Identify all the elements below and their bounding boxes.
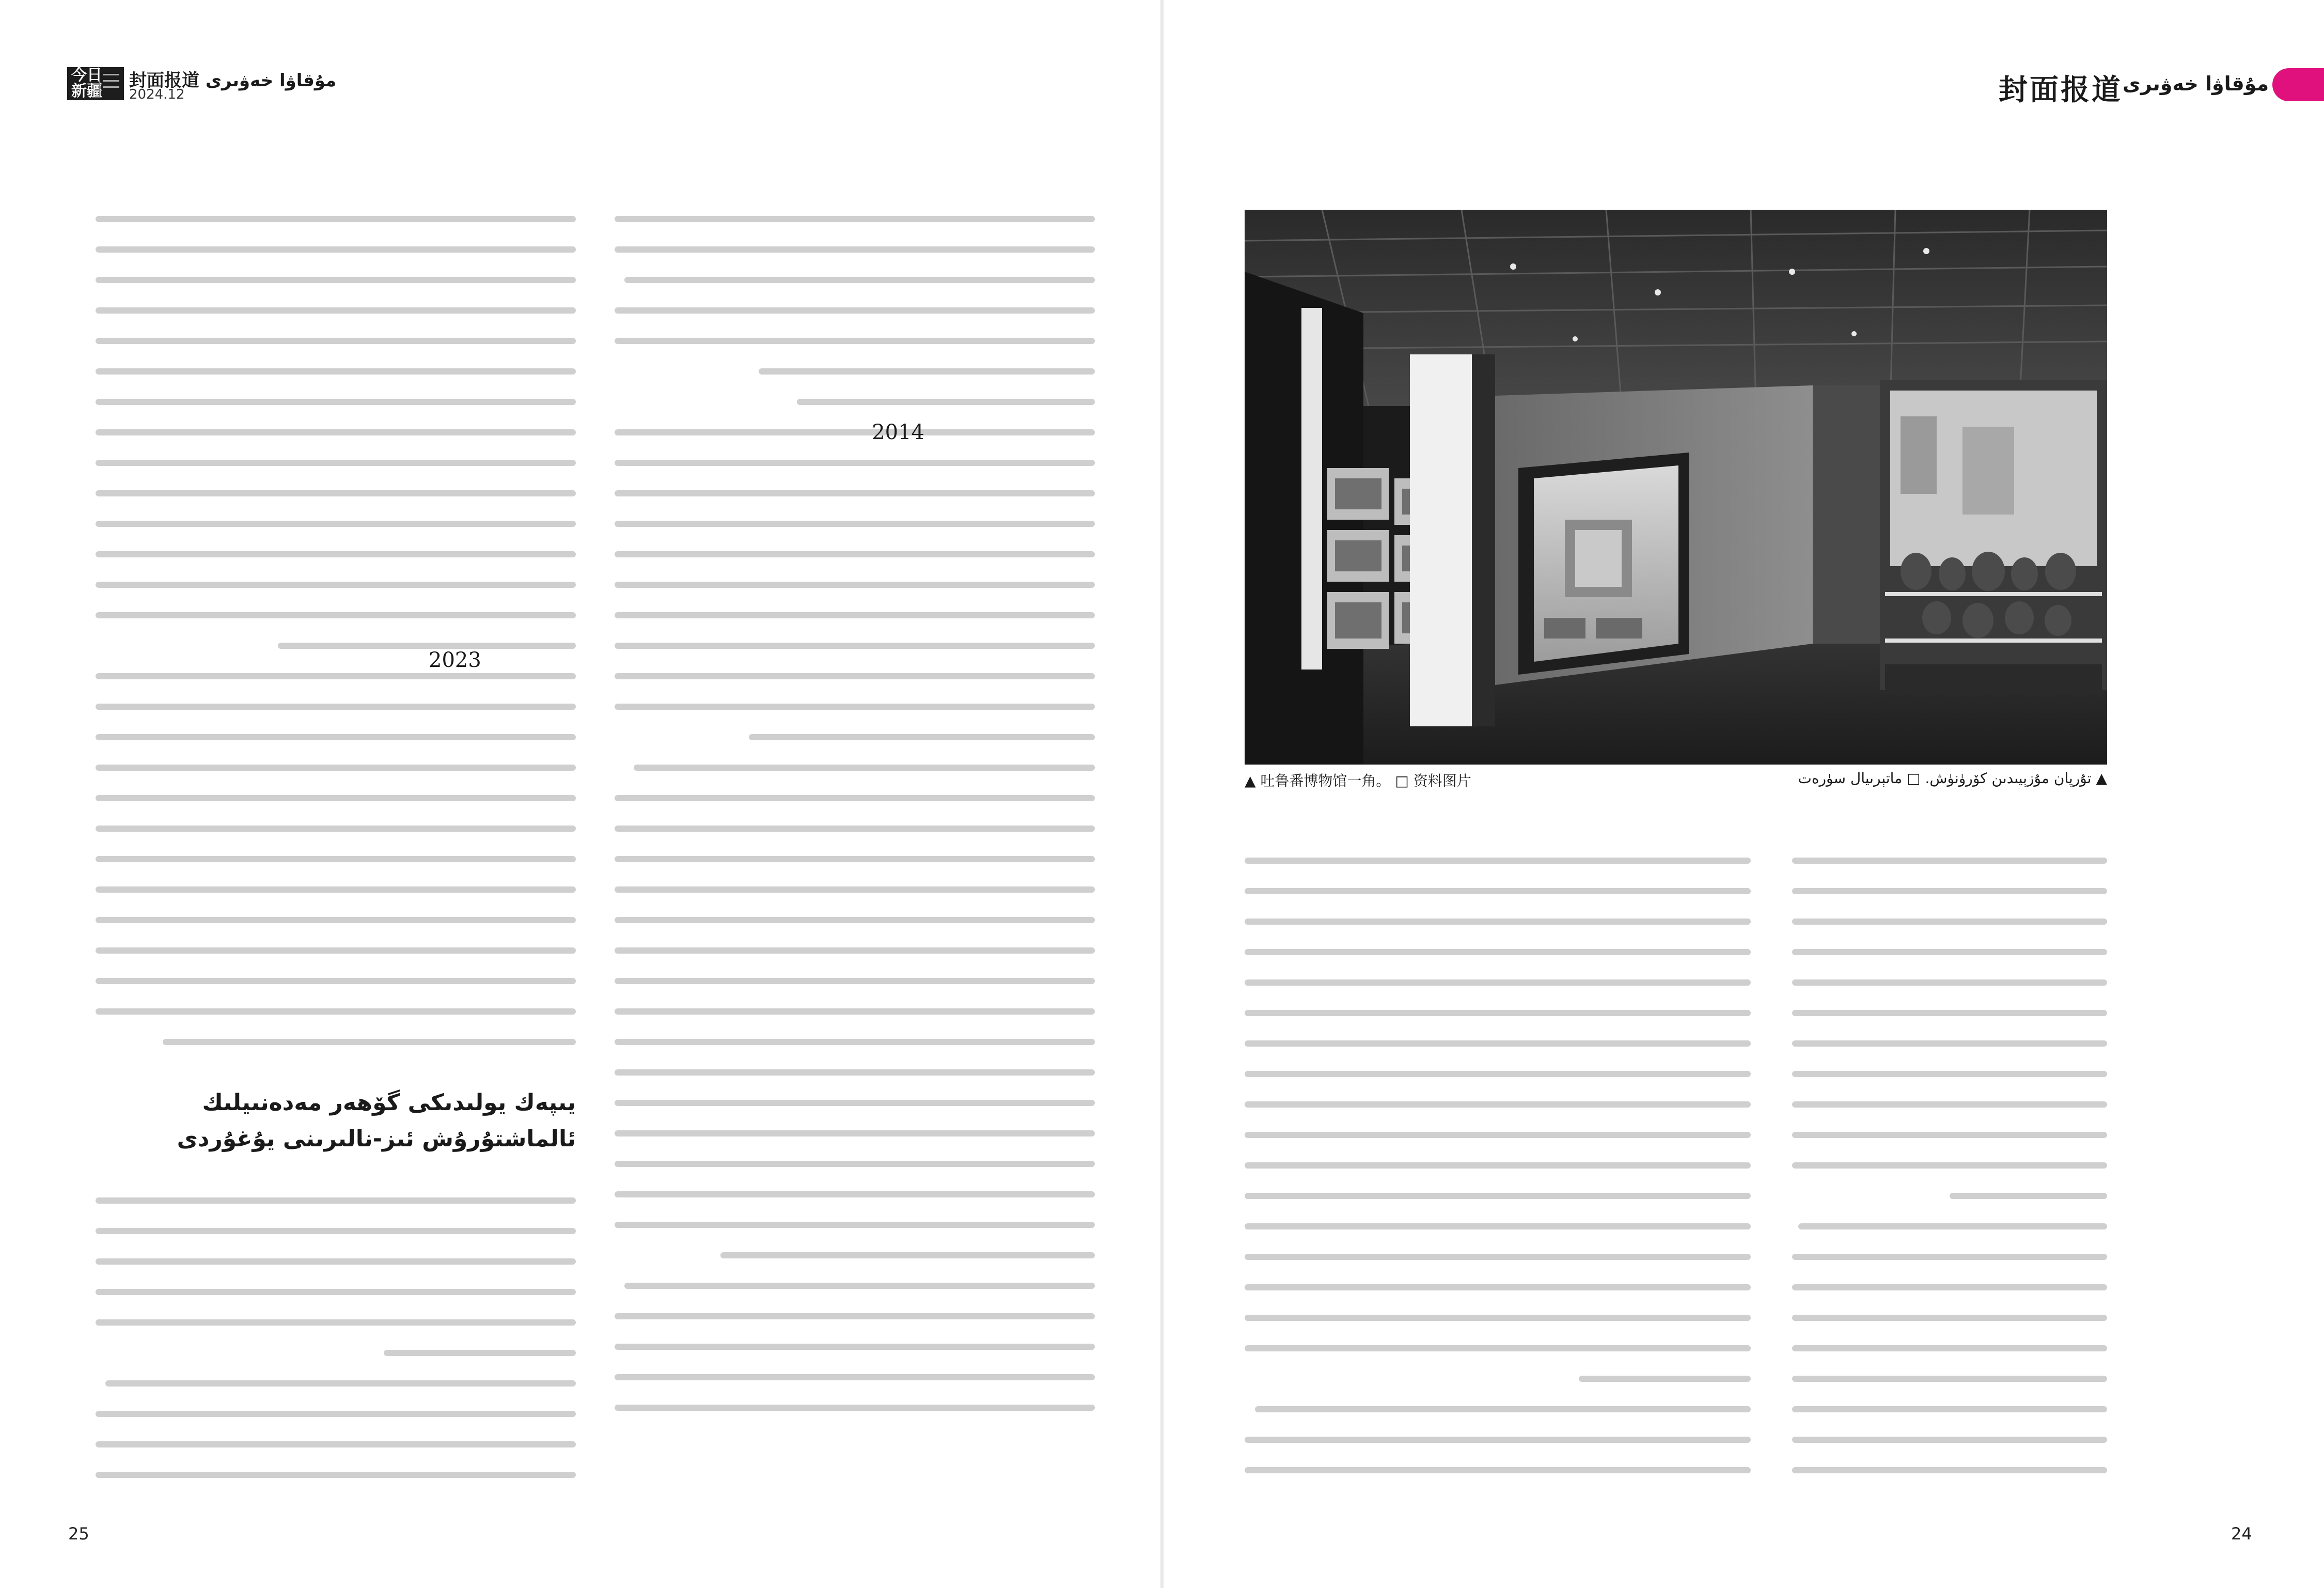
- section-title-ug: مۇقاۋا خەۋىرى: [2123, 72, 2269, 95]
- left-page-column-2: [96, 216, 576, 1069]
- year-2014: 2014: [872, 421, 924, 444]
- museum-hall-photo: [1245, 210, 2107, 765]
- left-page-column-2b: [96, 1197, 576, 1502]
- year-2023: 2023: [429, 648, 481, 672]
- issue-date: 2024.12: [129, 87, 185, 102]
- page-number-left: 25: [68, 1524, 89, 1544]
- left-page-column-1: [615, 216, 1095, 1435]
- photo-caption-cn: ▲ 吐鲁番博物馆一角。 □ 资料图片: [1245, 772, 1471, 789]
- section-tab-marker: [2272, 68, 2324, 101]
- right-page-column-2: [1245, 858, 1751, 1498]
- section-title-left: 封面报道 مۇقاۋا خەۋىرى: [129, 70, 337, 91]
- right-page-column-1: [1792, 858, 2107, 1498]
- page-spine: [1160, 0, 1164, 1588]
- magazine-logo: 今日 新疆: [67, 67, 124, 100]
- page-number-right: 24: [2231, 1524, 2252, 1544]
- section-title-cn: 封面报道: [1999, 73, 2123, 107]
- section-heading: يىپەك يولىدىكى گۆھەر مەدەنىيلىك ئالماشتۇرۇش ئىز-نالىرىنى يۇغۇردى: [177, 1089, 576, 1152]
- photo-caption-ug: ▲ تۇرپان مۇزېيىدىن كۆرۈنۈش. □ ماتېرىيال سۈرەت: [1798, 770, 2107, 787]
